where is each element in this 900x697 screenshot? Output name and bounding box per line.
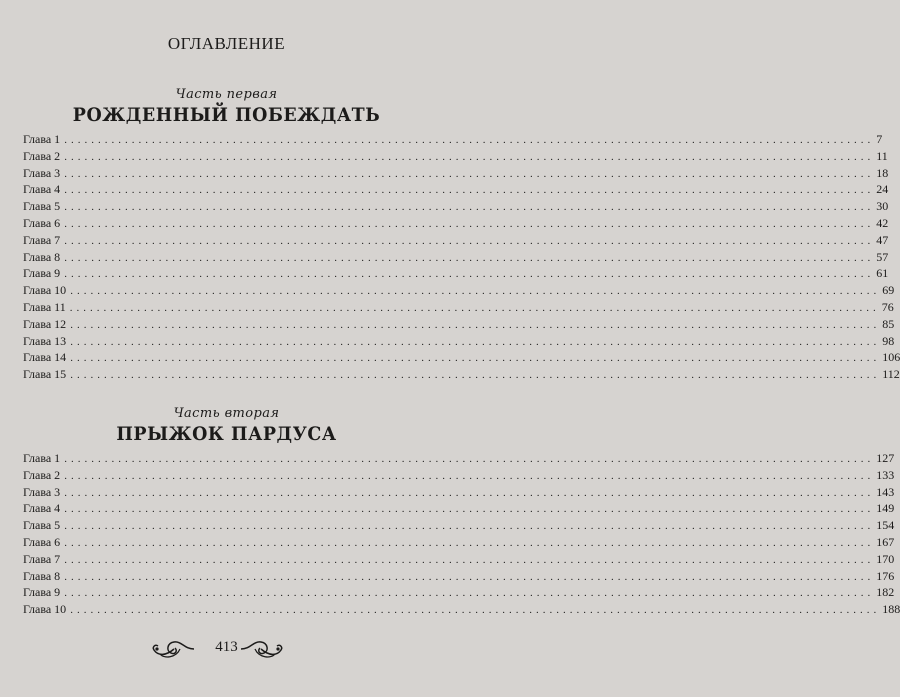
chapter-page-number: 47 xyxy=(876,232,889,247)
chapter-label: Глава 12 xyxy=(23,316,67,331)
dot-leader: ........................................................................................................................ xyxy=(64,503,875,516)
toc-row xyxy=(23,282,895,299)
toc-row xyxy=(23,601,900,618)
chapter-label: Глава 5 xyxy=(23,199,61,214)
chapter-page-number: 182 xyxy=(876,585,895,600)
toc-row xyxy=(23,249,889,266)
chapter-page-number: 112 xyxy=(882,367,900,382)
chapter-label: Глава 3 xyxy=(23,165,61,180)
chapter-page-number: 85 xyxy=(882,316,895,331)
dot-leader: ........................................................................................................................ xyxy=(70,318,881,331)
dot-leader: ........................................................................................................................ xyxy=(64,251,875,264)
dot-leader: ........................................................................................................................ xyxy=(69,301,880,314)
dot-leader: ........................................................................................................................ xyxy=(64,184,875,197)
dot-leader: ........................................................................................................................ xyxy=(70,604,881,617)
dot-leader: ........................................................................................................................ xyxy=(64,570,875,583)
dot-leader: ........................................................................................................................ xyxy=(64,469,875,482)
part-2-label: Часть вторая xyxy=(173,406,280,421)
toc-row xyxy=(23,316,895,333)
dot-leader: ........................................................................................................................ xyxy=(64,150,875,163)
dot-leader: ........................................................................................................................ xyxy=(64,587,875,600)
dot-leader: ........................................................................................................................ xyxy=(70,285,881,298)
toc-row xyxy=(23,517,895,534)
chapter-label: Глава 2 xyxy=(23,148,61,163)
chapter-page-number: 42 xyxy=(876,215,889,230)
right-ornament-icon xyxy=(239,638,285,660)
chapter-label: Глава 9 xyxy=(23,266,61,281)
toc-row xyxy=(23,131,883,148)
chapter-label: Глава 10 xyxy=(23,283,67,298)
chapter-page-number: 98 xyxy=(882,333,895,348)
chapter-page-number: 170 xyxy=(876,551,895,566)
chapter-page-number: 11 xyxy=(876,148,888,163)
toc-row xyxy=(23,534,895,551)
toc-row xyxy=(23,198,889,215)
dot-leader: ........................................................................................................................ xyxy=(64,217,875,230)
toc-row xyxy=(23,215,889,232)
chapter-label: Глава 7 xyxy=(23,551,61,566)
chapter-label: Глава 8 xyxy=(23,249,61,264)
chapter-page-number: 154 xyxy=(876,518,895,533)
toc-row xyxy=(23,181,889,198)
toc-row xyxy=(23,265,889,282)
dot-leader: ........................................................................................................................ xyxy=(64,453,875,465)
dot-leader: ........................................................................................................................ xyxy=(64,201,875,214)
chapter-page-number: 18 xyxy=(876,165,889,180)
chapter-label: Глава 4 xyxy=(23,182,61,197)
chapter-label: Глава 9 xyxy=(23,585,61,600)
left-ornament-icon xyxy=(150,638,196,660)
toc-row xyxy=(23,484,895,501)
dot-leader: ........................................................................................................................ xyxy=(64,536,875,549)
chapter-label: Глава 8 xyxy=(23,568,61,583)
chapter-label: Глава 2 xyxy=(23,467,61,482)
toc-row xyxy=(23,232,889,249)
chapter-page-number: 57 xyxy=(876,249,889,264)
chapter-page-number: 143 xyxy=(876,484,895,499)
chapter-label: Глава 3 xyxy=(23,484,61,499)
chapter-label: Глава 4 xyxy=(23,501,61,516)
page-footer xyxy=(0,636,453,664)
toc-row xyxy=(23,148,888,165)
dot-leader: ........................................................................................................................ xyxy=(64,167,875,180)
chapter-page-number: 61 xyxy=(876,266,889,281)
toc-row xyxy=(23,165,889,182)
part-1-label: Часть первая xyxy=(175,87,278,102)
dot-leader: ........................................................................................................................ xyxy=(64,234,875,247)
chapter-page-number: 176 xyxy=(876,568,895,583)
contents-title: ОГЛАВЛЕНИЕ xyxy=(167,34,286,53)
chapter-label: Глава 7 xyxy=(23,232,61,247)
toc-row xyxy=(23,299,894,316)
chapter-page-number: 167 xyxy=(876,534,895,549)
chapter-label: Глава 1 xyxy=(23,451,61,465)
toc-row xyxy=(23,333,895,350)
dot-leader: ........................................................................................................................ xyxy=(64,486,875,499)
part-2-title: ПРЫЖОК ПАРДУСА xyxy=(116,423,337,445)
chapter-label: Глава 11 xyxy=(23,299,66,314)
chapter-label: Глава 10 xyxy=(23,602,67,617)
dot-leader: ........................................................................................................................ xyxy=(64,553,875,566)
toc-row xyxy=(23,568,895,585)
part-1-title: РОЖДЕННЫЙ ПОБЕЖДАТЬ xyxy=(72,104,381,126)
toc-row xyxy=(23,349,900,366)
page-number: 413 xyxy=(215,639,238,655)
dot-leader: ........................................................................................................................ xyxy=(70,369,881,382)
part-2-chapter-list xyxy=(23,450,900,618)
chapter-label: Глава 13 xyxy=(23,333,67,348)
chapter-label: Глава 15 xyxy=(23,367,67,382)
dot-leader: ........................................................................................................................ xyxy=(70,352,881,365)
chapter-label: Глава 14 xyxy=(23,350,67,365)
chapter-page-number: 76 xyxy=(881,299,894,314)
toc-row xyxy=(23,500,895,517)
dot-leader: ........................................................................................................................ xyxy=(64,134,875,146)
chapter-page-number: 7 xyxy=(876,132,883,146)
chapter-page-number: 188 xyxy=(882,602,900,617)
toc-row xyxy=(23,551,895,568)
chapter-page-number: 24 xyxy=(876,182,889,197)
toc-row xyxy=(23,366,900,383)
chapter-label: Глава 1 xyxy=(23,132,61,146)
toc-row xyxy=(23,467,895,484)
dot-leader: ........................................................................................................................ xyxy=(70,335,881,348)
chapter-page-number: 149 xyxy=(876,501,895,516)
dot-leader: ........................................................................................................................ xyxy=(64,268,875,281)
chapter-page-number: 133 xyxy=(876,467,895,482)
chapter-label: Глава 6 xyxy=(23,215,61,230)
chapter-label: Глава 5 xyxy=(23,518,61,533)
dot-leader: ........................................................................................................................ xyxy=(64,520,875,533)
chapter-page-number: 127 xyxy=(876,451,895,465)
chapter-page-number: 30 xyxy=(876,199,889,214)
toc-row xyxy=(23,584,895,601)
chapter-page-number: 106 xyxy=(882,350,900,365)
chapter-page-number: 69 xyxy=(882,283,895,298)
toc-row xyxy=(23,450,895,467)
part-1-chapter-list xyxy=(23,131,900,383)
chapter-label: Глава 6 xyxy=(23,534,61,549)
